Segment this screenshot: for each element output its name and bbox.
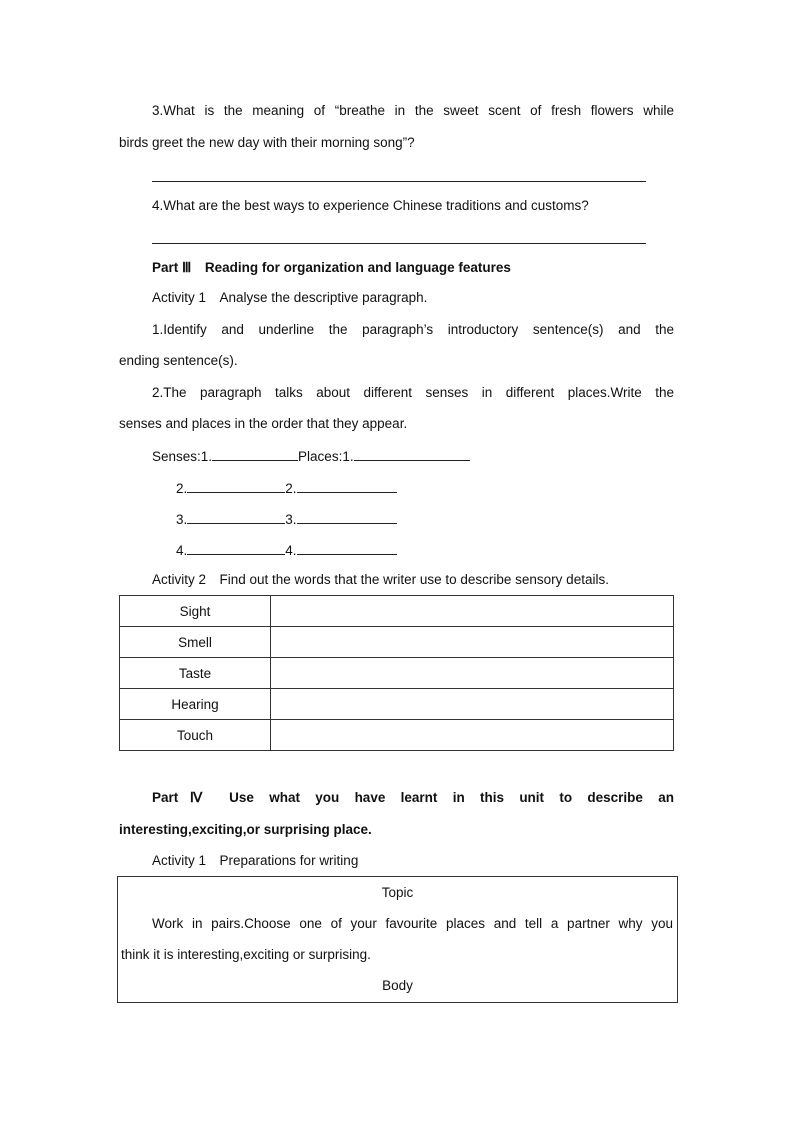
place-blank-2[interactable] — [297, 478, 397, 493]
senses-places-row-4 — [176, 540, 397, 560]
sense-blank-3[interactable] — [187, 509, 285, 524]
place-blank-3[interactable] — [297, 509, 397, 524]
sense-num: 3. — [176, 512, 188, 527]
table-row — [120, 658, 674, 689]
senses-places-row-3 — [176, 509, 397, 529]
sense-cell: Smell — [120, 627, 271, 658]
answer-cell[interactable] — [271, 627, 674, 658]
senses-label: Senses:1. — [152, 449, 213, 464]
table-row — [120, 689, 674, 720]
item2-line2: senses and places in the order that they appear. — [119, 416, 408, 431]
answer-cell[interactable] — [271, 658, 674, 689]
sensory-details-table — [119, 595, 674, 751]
part4-title-line1: PartⅣ Use what you have learnt in this unit to describe an — [152, 790, 674, 805]
senses-places-row-1 — [152, 446, 470, 466]
part4-title-line2: interesting,exciting,or surprising place. — [119, 822, 372, 837]
part4-activity1: Activity 1 Preparations for writing — [152, 853, 359, 868]
answer-cell[interactable] — [271, 689, 674, 720]
place-blank-1[interactable] — [354, 446, 470, 461]
topic-heading: Topic — [381, 885, 414, 900]
topic-text-line1: Work in pairs.Choose one of your favourite places and tell a partner why you — [152, 916, 673, 931]
place-blank-4[interactable] — [297, 540, 397, 555]
place-num: 2. — [285, 481, 297, 496]
question-3-line1: 3.What is the meaning of “breathe in the sweet scent of fresh flowers while — [152, 103, 674, 118]
part3-activity2: Activity 2 Find out the words that the writer use to describe sensory details. — [152, 572, 609, 587]
item1-line2: ending sentence(s). — [119, 353, 238, 368]
place-num: 3. — [285, 512, 297, 527]
sense-cell: Taste — [120, 658, 271, 689]
table-row — [120, 627, 674, 658]
sense-cell: Sight — [120, 596, 271, 627]
sense-blank-1[interactable] — [212, 446, 298, 461]
sense-num: 4. — [176, 543, 188, 558]
answer-line-4[interactable] — [152, 243, 646, 244]
sense-blank-2[interactable] — [187, 478, 285, 493]
question-3-line2: birds greet the new day with their morning song”? — [119, 135, 415, 150]
sense-cell: Touch — [120, 720, 271, 751]
table-row — [120, 596, 674, 627]
answer-line-3[interactable] — [152, 181, 646, 182]
places-label: Places:1. — [298, 449, 354, 464]
place-num: 4. — [285, 543, 297, 558]
senses-places-row-2 — [176, 478, 397, 498]
sense-blank-4[interactable] — [187, 540, 285, 555]
topic-text-line2: think it is interesting,exciting or surprising. — [121, 947, 371, 962]
answer-cell[interactable] — [271, 720, 674, 751]
sense-num: 2. — [176, 481, 188, 496]
question-4: 4.What are the best ways to experience Chinese traditions and customs? — [152, 198, 589, 213]
table-row — [120, 720, 674, 751]
answer-cell[interactable] — [271, 596, 674, 627]
part3-activity1: Activity 1 Analyse the descriptive paragraph. — [152, 290, 428, 305]
sense-cell: Hearing — [120, 689, 271, 720]
item2-line1: 2.The paragraph talks about different senses in different places.Write the — [152, 385, 674, 400]
item1-line1: 1.Identify and underline the paragraph’s introductory sentence(s) and the — [152, 322, 674, 337]
body-heading: Body — [382, 978, 413, 993]
part3-title: Part Ⅲ Reading for organization and language features — [152, 260, 511, 275]
